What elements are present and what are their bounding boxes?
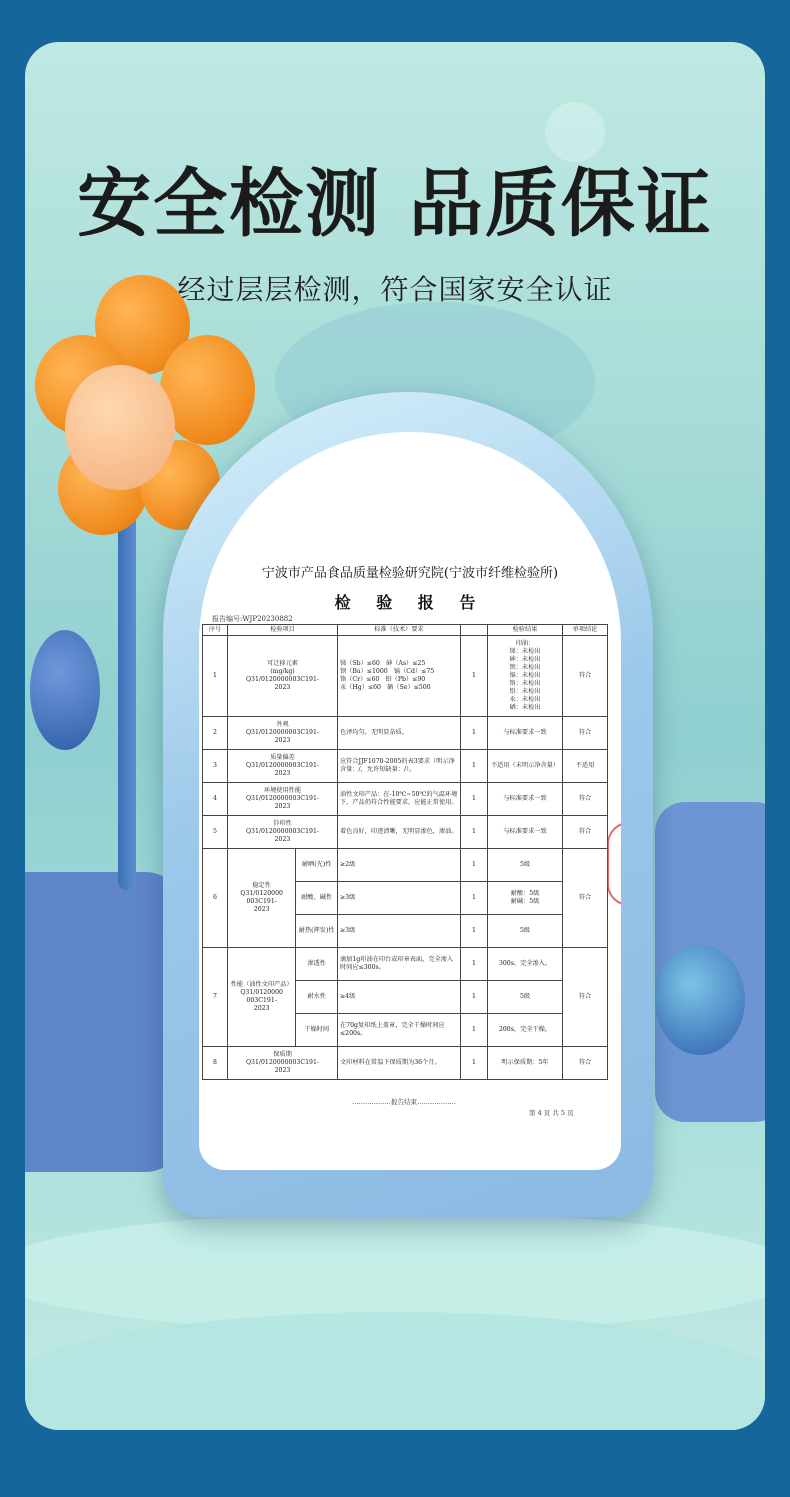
- blue-bud-left: [30, 630, 100, 750]
- platform-lower-decoration: [25, 1312, 765, 1430]
- row-number: 4: [203, 783, 228, 816]
- requirement: 着色良好，印迹清晰，无明显渗色，渗油。: [338, 816, 461, 849]
- col-header: 单项结论: [563, 625, 608, 636]
- table-row: [203, 750, 608, 783]
- table-row: [203, 717, 608, 750]
- sample-count: 1: [461, 1047, 488, 1080]
- sample-count: 1: [461, 750, 488, 783]
- test-result: 明示保质期：5年: [488, 1047, 563, 1080]
- row-number: 1: [203, 636, 228, 717]
- test-item: 稳定性 Q31/0120000 003C191- 2023: [228, 849, 296, 948]
- test-result: 5级: [488, 915, 563, 948]
- sample-count: 1: [461, 948, 488, 981]
- sample-count: 1: [461, 849, 488, 882]
- table-row: [203, 816, 608, 849]
- requirement: 文印材料在常温下保质期为36个月。: [338, 1047, 461, 1080]
- table-row: [203, 783, 608, 816]
- conclusion: 符合: [563, 783, 608, 816]
- flower-stem: [118, 470, 136, 890]
- sample-count: 1: [461, 981, 488, 1014]
- sub-item: 耐酸、碱性: [296, 882, 338, 915]
- report-table: [202, 624, 608, 1080]
- row-number: 2: [203, 717, 228, 750]
- conclusion: 不适用: [563, 750, 608, 783]
- sub-item: 耐热(挥发)性: [296, 915, 338, 948]
- col-header: 序号: [203, 625, 228, 636]
- conclusion: 符合: [563, 849, 608, 948]
- conclusion: 符合: [563, 636, 608, 717]
- sub-item: 耐水性: [296, 981, 338, 1014]
- table-row: [203, 948, 608, 981]
- sub-item: 渗透性: [296, 948, 338, 981]
- conclusion: 符合: [563, 1047, 608, 1080]
- requirement: ≥4级: [338, 981, 461, 1014]
- sample-count: 1: [461, 783, 488, 816]
- subline: 经过层层检测，符合国家安全认证: [177, 273, 613, 306]
- test-result: 与标准要求一致: [488, 717, 563, 750]
- conclusion: 符合: [563, 816, 608, 849]
- blue-bud-right: [655, 945, 745, 1055]
- test-item: 可迁移元素 (mg/kg) Q31/0120000003C191- 2023: [228, 636, 338, 717]
- sub-item: 耐晒(光)性: [296, 849, 338, 882]
- sub-item: 干燥时间: [296, 1014, 338, 1047]
- requirement: 应符合JJF1070-2005的表3要求（明示净含量：/，允许短缺量：/）。: [338, 750, 461, 783]
- requirement: 锑（Sb）≤60 砷（As）≤25 钡（Ba）≤1000 镉（Cd）≤75 铬（Cr）≤60 铅（Pb）≤90 汞（Hg）≤60 硒（Se）≤500: [338, 636, 461, 717]
- test-result: 与标准要求一致: [488, 783, 563, 816]
- test-result: 不适用（未明示净含量）: [488, 750, 563, 783]
- blue-block-left: [25, 872, 185, 1172]
- requirement: ≥3级: [338, 915, 461, 948]
- sample-count: 1: [461, 915, 488, 948]
- col-header: 检验项目: [228, 625, 338, 636]
- table-header-row: [203, 625, 608, 636]
- headline: 安全检测 品质保证: [77, 161, 713, 247]
- test-item: 性能（油性文印产品） Q31/0120000 003C191- 2023: [228, 948, 296, 1047]
- report-number: 报告编号:WJP20230882: [212, 615, 293, 623]
- table-row: [203, 1047, 608, 1080]
- flower-center: [65, 365, 175, 490]
- institute-name: 宁波市产品食品质量检验研究院(宁波市纤维检验所): [261, 566, 559, 581]
- requirement: 在70g复印纸上盖章，完全干燥时间应≤200s。: [338, 1014, 461, 1047]
- sample-count: 1: [461, 717, 488, 750]
- row-number: 5: [203, 816, 228, 849]
- requirement: 色泽均匀，无明显杂质。: [338, 717, 461, 750]
- test-result: 5级: [488, 849, 563, 882]
- sample-count: 1: [461, 1014, 488, 1047]
- test-result: 耐酸：5级 耐碱：5级: [488, 882, 563, 915]
- test-item: 环境使用性能 Q31/0120000003C191- 2023: [228, 783, 338, 816]
- row-number: 8: [203, 1047, 228, 1080]
- page-number: 第 4 页 共 5 页: [529, 1109, 574, 1117]
- table-row: [203, 636, 608, 717]
- test-result: 200s，完全干燥。: [488, 1014, 563, 1047]
- test-result: 300s，完全渗入。: [488, 948, 563, 981]
- test-result: 与标准要求一致: [488, 816, 563, 849]
- test-result: 印油： 锑：未检出 砷：未检出 钡：未检出 镉：未检出 铬：未检出 铅：未检出 汞：未检出 硒：未检出: [488, 636, 563, 717]
- test-item: 保质期 Q31/0120000003C191- 2023: [228, 1047, 338, 1080]
- sample-count: 1: [461, 816, 488, 849]
- row-number: 3: [203, 750, 228, 783]
- report-title: 检 验 报 告: [334, 593, 486, 612]
- col-header: 检验结果: [488, 625, 563, 636]
- official-seal: [607, 822, 621, 906]
- test-item: 外观 Q31/0120000003C191- 2023: [228, 717, 338, 750]
- conclusion: 符合: [563, 948, 608, 1047]
- test-result: 5级: [488, 981, 563, 1014]
- sample-count: 1: [461, 882, 488, 915]
- requirement: ≥2级: [338, 849, 461, 882]
- col-header: 标准（技术）要求: [338, 625, 461, 636]
- col-header: [461, 625, 488, 636]
- conclusion: 符合: [563, 717, 608, 750]
- requirement: 滴加1g印油在印台或印章表面，完全渗入时间应≤300s。: [338, 948, 461, 981]
- sample-count: 1: [461, 636, 488, 717]
- test-item: 钤印性 Q31/0120000003C191- 2023: [228, 816, 338, 849]
- report-document: [199, 432, 621, 1170]
- requirement: 油性文印产品：在-10℃~50℃的气温环境下，产品仍符合性能要求，应能正常使用。: [338, 783, 461, 816]
- bubble-decoration: [545, 102, 605, 162]
- row-number: 7: [203, 948, 228, 1047]
- test-item: 质量偏差 Q31/0120000003C191- 2023: [228, 750, 338, 783]
- requirement: ≥3级: [338, 882, 461, 915]
- report-end-note: ………………报告结束………………: [352, 1098, 456, 1106]
- table-row: [203, 849, 608, 882]
- row-number: 6: [203, 849, 228, 948]
